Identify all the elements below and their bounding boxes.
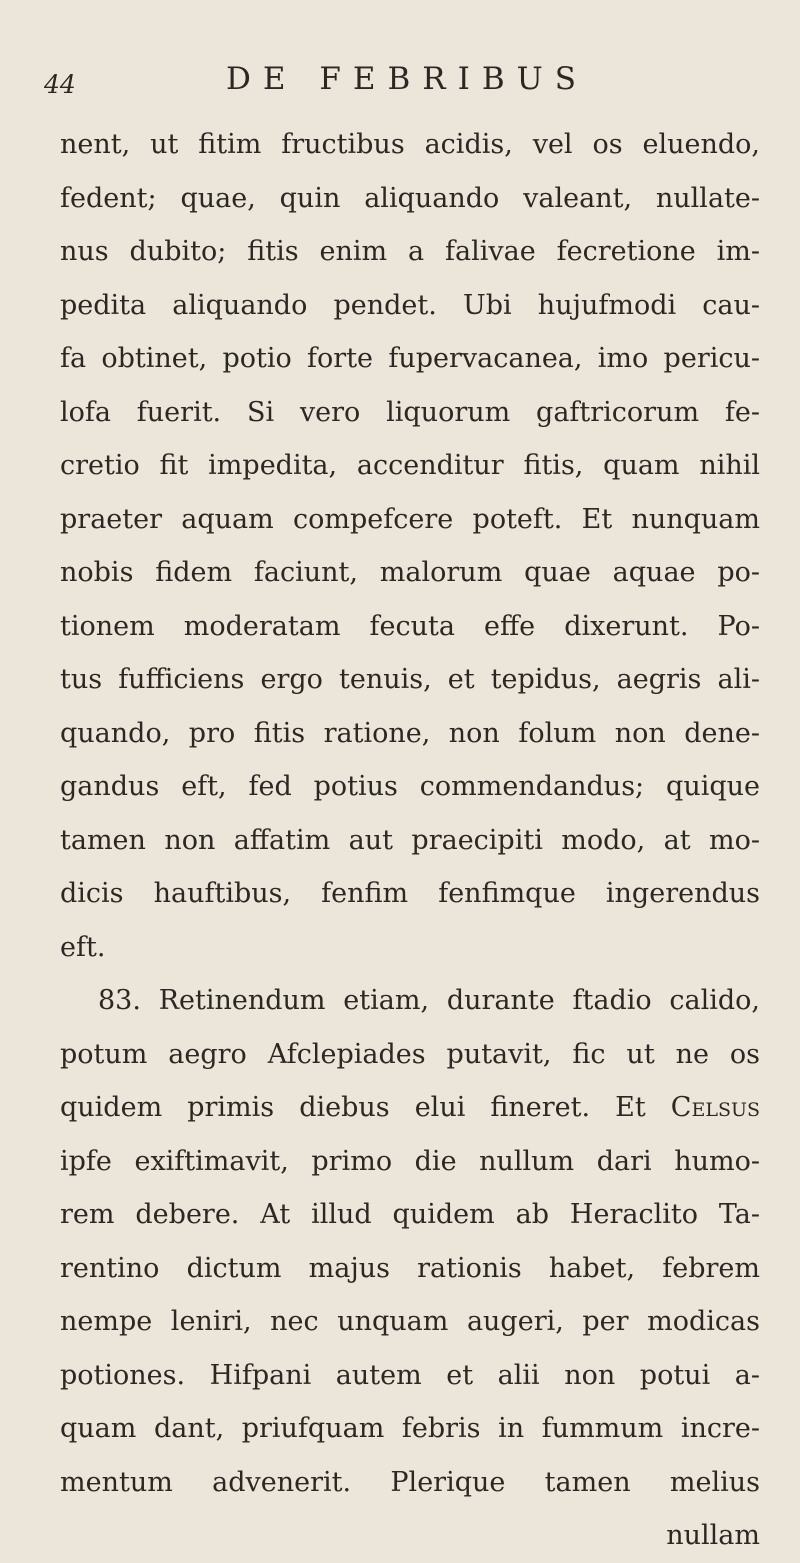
text-line: fa obtinet, potio forte fupervacanea, imo pericu- bbox=[60, 343, 760, 374]
text-fragment: quidem primis diebus elui fineret. Et bbox=[60, 1092, 646, 1123]
text-line: nus dubito; fitis enim a falivae fecretione im- bbox=[60, 236, 760, 267]
text-line: ipfe exiftimavit, primo die nullum dari humo- bbox=[60, 1145, 760, 1177]
text-line: potum aegro Afclepiades putavit, fic ut ne os bbox=[60, 1038, 760, 1070]
body-text bbox=[60, 118, 760, 1563]
text-line: praeter aquam compefcere poteft. Et nunquam bbox=[60, 503, 760, 535]
text-line: tamen non affatim aut praecipiti modo, at mo- bbox=[60, 824, 760, 856]
text-line: fedent; quae, quin aliquando valeant, nullate- bbox=[60, 182, 760, 214]
text-line: lofa fuerit. Si vero liquorum gaftricorum fe- bbox=[60, 396, 760, 428]
text-line: mentum advenerit. Plerique tamen melius bbox=[60, 1466, 760, 1498]
text-line: rem debere. At illud quidem ab Heraclito Ta- bbox=[60, 1199, 760, 1230]
text-line: quam dant, priufquam febris in fummum incre- bbox=[60, 1413, 760, 1444]
text-line: pedita aliquando pendet. Ubi hujufmodi cau- bbox=[60, 289, 760, 321]
text-line: nempe leniri, nec unquam augeri, per modicas bbox=[60, 1306, 760, 1337]
catchword: nullam bbox=[666, 1520, 760, 1551]
author-name: Celsus bbox=[670, 1092, 760, 1123]
running-title: DE FEBRIBUS bbox=[226, 61, 588, 97]
text-line: nobis fidem faciunt, malorum quae aquae po- bbox=[60, 557, 760, 588]
paragraph-start-line: 83. Retinendum etiam, durante ftadio calido, bbox=[98, 985, 760, 1016]
text-line: cretio fit impedita, accenditur fitis, quam nihil bbox=[60, 450, 760, 481]
text-line: gandus eft, fed potius commendandus; quique bbox=[60, 771, 760, 802]
text-line: nent, ut fitim fructibus acidis, vel os eluendo, bbox=[60, 129, 760, 160]
text-line: dicis hauftibus, fenfim fenfimque ingerendus bbox=[60, 878, 760, 909]
text-line: quando, pro fitis ratione, non folum non dene- bbox=[60, 717, 760, 749]
text-line: tus fufficiens ergo tenuis, et tepidus, aegris ali- bbox=[60, 664, 760, 695]
page-number: 44 bbox=[44, 70, 76, 99]
text-line-with-name bbox=[60, 1081, 760, 1135]
running-head bbox=[44, 56, 770, 102]
text-line: eft. bbox=[60, 931, 106, 963]
text-line: rentino dictum majus rationis habet, febrem bbox=[60, 1252, 760, 1284]
text-line: potiones. Hifpani autem et alii non potui a- bbox=[60, 1359, 760, 1391]
text-line: tionem moderatam fecuta effe dixerunt. Po- bbox=[60, 610, 760, 642]
